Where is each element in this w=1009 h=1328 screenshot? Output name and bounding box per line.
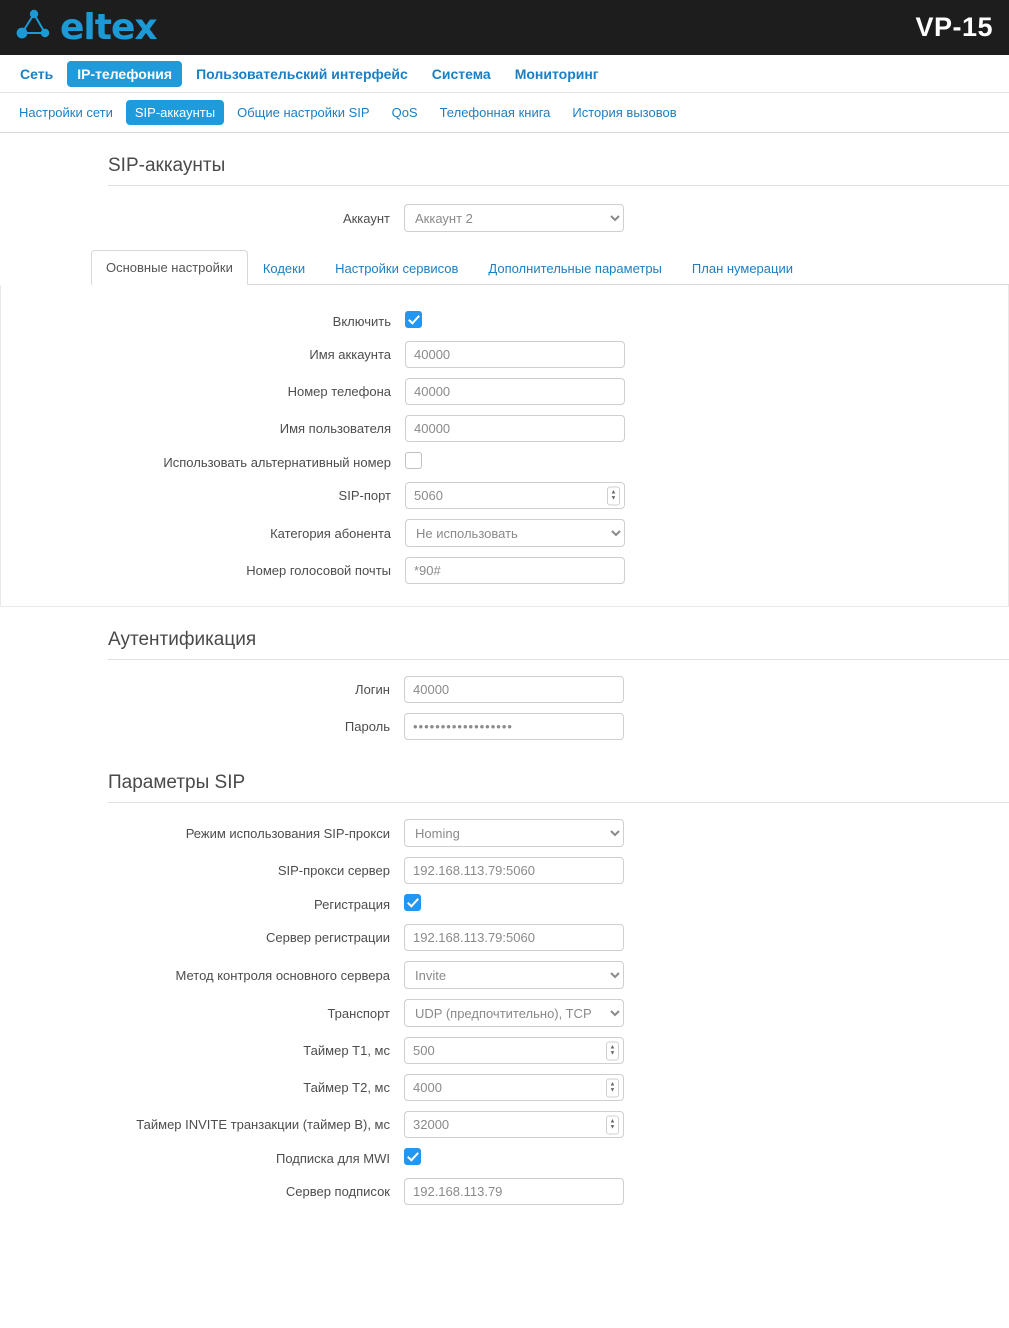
login-row	[0, 676, 1009, 703]
app-header	[0, 0, 1009, 55]
tab-additional-parameters[interactable]: Дополнительные параметры	[488, 261, 662, 276]
title-divider	[108, 185, 1009, 186]
tab-basic-settings[interactable]: Основные настройки	[91, 250, 248, 285]
tab-dial-plan[interactable]: План нумерации	[691, 261, 793, 276]
transport-row	[0, 999, 1009, 1027]
subscriber-category-select[interactable]	[405, 519, 625, 547]
phone-number-input[interactable]	[405, 378, 625, 405]
account-select[interactable]	[404, 204, 624, 232]
registration-label: Регистрация	[314, 896, 390, 912]
proxy-mode-select[interactable]	[404, 819, 624, 847]
sip-section-title: Параметры SIP	[108, 772, 246, 793]
tab-codecs[interactable]: Кодеки	[262, 261, 306, 276]
enable-label: Включить	[332, 313, 391, 329]
sip-port-label: SIP-порт	[338, 488, 391, 503]
username-label: Имя пользователя	[279, 421, 391, 436]
nav-item-system[interactable]: Система	[431, 65, 491, 82]
timer-b-stepper[interactable]: ▲ ▼	[606, 1115, 619, 1134]
voicemail-number-row	[1, 557, 1008, 584]
timer-b-label: Таймер INVITE транзакции (таймер B), мс	[136, 1117, 390, 1132]
brand-name: eltex	[60, 6, 157, 48]
subscribe-server-label: Сервер подписок	[285, 1184, 390, 1199]
subscribe-server-input[interactable]	[404, 1178, 624, 1205]
subnav-item-sip-accounts[interactable]: SIP-аккаунты	[126, 100, 224, 125]
subnav-item-network-settings[interactable]: Настройки сети	[19, 105, 113, 120]
auth-divider	[108, 659, 1009, 660]
proxy-server-row	[0, 857, 1009, 884]
tab-service-settings[interactable]: Настройки сервисов	[335, 261, 459, 276]
timer-t1-input[interactable]	[404, 1037, 624, 1064]
sip-divider	[108, 802, 1009, 803]
voicemail-number-input[interactable]	[405, 557, 625, 584]
proxy-server-input[interactable]	[404, 857, 624, 884]
eltex-molecule-logo-icon	[14, 6, 54, 49]
enable-checkbox[interactable]	[405, 311, 422, 328]
phone-number-row	[1, 378, 1008, 405]
login-input[interactable]	[404, 676, 624, 703]
mwi-subscription-checkbox[interactable]	[404, 1148, 421, 1165]
sip-port-row	[1, 482, 1008, 509]
nav-item-user-interface[interactable]: Пользовательский интерфейс	[196, 65, 408, 82]
registration-server-row	[0, 924, 1009, 951]
proxy-mode-label: Режим использования SIP-прокси	[185, 825, 390, 841]
registration-row	[0, 894, 1009, 914]
settings-tabs	[91, 250, 1009, 285]
keepalive-method-select[interactable]	[404, 961, 624, 989]
registration-checkbox[interactable]	[404, 894, 421, 911]
page-content	[0, 133, 1009, 1235]
brand	[14, 6, 157, 49]
sub-navigation	[0, 93, 1009, 133]
transport-label: Транспорт	[327, 1005, 390, 1021]
registration-server-label: Сервер регистрации	[265, 930, 390, 945]
account-name-input[interactable]	[405, 341, 625, 368]
page-title: SIP-аккаунты	[108, 155, 226, 176]
password-row	[0, 713, 1009, 740]
alt-number-label: Использовать альтернативный номер	[163, 454, 391, 470]
timer-b-row	[0, 1111, 1009, 1138]
voicemail-number-label: Номер голосовой почты	[246, 563, 391, 578]
subscribe-server-row	[0, 1178, 1009, 1205]
auth-section-title: Аутентификация	[108, 629, 257, 650]
password-input[interactable]	[404, 713, 624, 740]
timer-t1-label: Таймер T1, мс	[303, 1043, 390, 1058]
subscriber-category-label: Категория абонента	[270, 525, 391, 541]
timer-t2-label: Таймер T2, мс	[303, 1080, 390, 1095]
device-model: VP-15	[915, 12, 993, 42]
username-input[interactable]	[405, 415, 625, 442]
timer-b-input[interactable]	[404, 1111, 624, 1138]
timer-t1-row	[0, 1037, 1009, 1064]
login-label: Логин	[355, 682, 390, 697]
subscriber-category-row	[1, 519, 1008, 547]
account-name-row	[1, 341, 1008, 368]
basic-settings-panel	[0, 285, 1009, 607]
enable-row	[1, 311, 1008, 331]
proxy-server-label: SIP-прокси сервер	[277, 863, 390, 878]
alt-number-row	[1, 452, 1008, 472]
timer-t1-stepper[interactable]: ▲ ▼	[606, 1041, 619, 1060]
mwi-subscription-label: Подписка для MWI	[275, 1150, 390, 1166]
nav-item-monitoring[interactable]: Мониторинг	[514, 65, 599, 82]
timer-t2-row	[0, 1074, 1009, 1101]
nav-item-ip-telephony[interactable]: IP-телефония	[67, 61, 182, 87]
sip-port-input[interactable]	[405, 482, 625, 509]
sip-port-stepper[interactable]: ▲ ▼	[607, 486, 620, 505]
main-navigation	[0, 55, 1009, 93]
subnav-item-qos[interactable]: QoS	[391, 105, 418, 120]
transport-select[interactable]	[404, 999, 624, 1027]
proxy-mode-row	[0, 819, 1009, 847]
timer-t2-input[interactable]	[404, 1074, 624, 1101]
phone-number-label: Номер телефона	[287, 384, 391, 399]
registration-server-input[interactable]	[404, 924, 624, 951]
keepalive-method-row	[0, 961, 1009, 989]
account-label: Аккаунт	[342, 210, 390, 226]
keepalive-method-label: Метод контроля основного сервера	[175, 967, 390, 983]
account-selector-row	[0, 204, 1009, 232]
username-row	[1, 415, 1008, 442]
password-label: Пароль	[344, 719, 390, 734]
mwi-subscription-row	[0, 1148, 1009, 1168]
timer-t2-stepper[interactable]: ▲ ▼	[606, 1078, 619, 1097]
subnav-item-common-sip-settings[interactable]: Общие настройки SIP	[237, 105, 370, 120]
account-name-label: Имя аккаунта	[309, 347, 391, 362]
subnav-item-phonebook[interactable]: Телефонная книга	[439, 105, 551, 120]
nav-item-network[interactable]: Сеть	[20, 65, 54, 82]
alt-number-checkbox[interactable]	[405, 452, 422, 469]
subnav-item-call-history[interactable]: История вызовов	[572, 105, 677, 120]
